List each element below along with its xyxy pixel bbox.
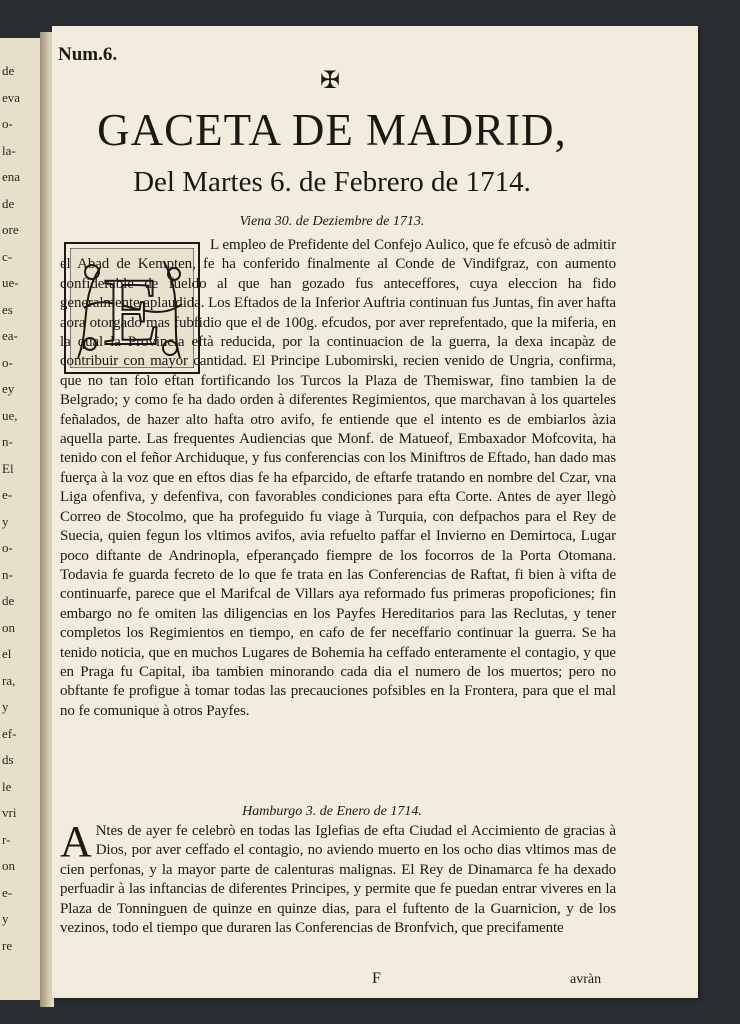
left-page-fragment: ore [2,222,19,237]
left-page-fragment: el [2,646,12,661]
left-page-fragment: ef- [2,725,17,741]
left-page-fragment: on [2,619,15,635]
article-hamburg-text: Ntes de ayer fe celebrò en todas las Iglefias de efta Ciudad el Accimiento de gracias à Dios, por aver ceffado el contagio, no aviendo muerto en los ocho dias vltimos mas de cien perfonas, y la mayor parte de calenturas malignas. El Rey de Dinamarca fe ha dexado perfuadir à las inftancias de diferentes Principes, y permite que fe puedan entrar viveres en la Plaza de Tonninguen de quinze en quinze dias, para el fuftento de la Guarnicion, y de los vezinos, todo el tiempo que duraren las Conferencias de Bronfvich, que precifamente [60,823,616,937]
dateline-hamburg: Hamburgo 3. de Enero de 1714. [242,804,422,819]
left-page-fragment: o- [2,540,13,555]
left-page-fragment: n- [2,434,13,449]
left-page-fragment: ena [2,169,21,184]
left-page-fragment: ds [2,752,14,767]
left-page-fragment: de [2,593,15,608]
left-page-fragment: El [2,460,14,476]
left-page-fragment: de [2,195,15,211]
left-page-fragment: e- [2,487,13,502]
left-page-fragment: y [2,513,9,529]
left-page-fragment: y [2,699,9,714]
issue-number: Num.6. [58,44,118,65]
initial-letter: E [102,258,162,365]
left-page-fragment: de [2,63,15,78]
signature-mark: F [372,970,381,987]
newspaper-page [52,26,698,998]
dateline-vienna: Viena 30. de Deziembre de 1713. [239,214,425,229]
article-hamburg [60,817,616,938]
left-page-fragment: c- [2,248,13,264]
left-page-fragment: es [2,301,13,317]
left-page-fragment: o- [2,354,13,370]
left-page-fragment: ue- [2,275,19,290]
left-page-fragment: n- [2,566,13,582]
left-page-fragment: ue, [2,407,18,423]
left-page-fragment: ey [2,381,15,396]
left-page-edge [0,38,42,1000]
left-page-fragment: eva [2,89,21,105]
left-page-fragment: e- [2,884,13,900]
catchword: avràn [570,972,602,987]
article-vienna-text: L empleo de Prefidente del Confejo Aulico, que fe efcusò de admitir el Abad de Kempten, fe ha conferido finalmente al Conde de Vindifgraz, con aumento confiderable de fueldo al que han gozado fus anteceffores, cuya eleccion ha fido generalmente aplaudida. Los Eftados de la Inferior Auftria continuan fus Juntas, fin aver hafta aora otorgado mas fubfidio que el de 100g. efcudos, por aver reprefentado, que la miferia, en la qual la Provincia eftà reducida, por la continuacion de la guerra, la dexa incapàz de contribuir con mayor cantidad. El Principe Lubomirski, recien venido de Ungria, confirma, que no tan folo eftan fortificando los Turcos la Plaza de Themiswar, fino tambien la de Belgrado; y como fe ha dado orden à diferentes Regimientos, que marchavan à los quarteles feñalados, de hazer alto hafta otro avifo, fe entiende que el intento es de embiarlos àzia aquella parte. Las frequentes Audiencias que Monf. de Matueof, Embaxador Mofcovita, ha tenido con el feñor Archiduque, y fus conferencias con los Miniftros de Eftado, han dado mas fuerça à la voz que en eftos dias fe ha efparcido, de eftarfe tratando en nombre del Czar, vna Liga ofenfiva, y defenfiva, con favorables condiciones para efta Corte. Antes de ayer llegò Correo de Stocolmo, que ha profeguido fu viage à Turquia, con defpachos para el Rey de Suecia, quien fegun los vltimos avifos, avia refuelto paffar el Invierno en Demirtoca, Lugar poco diftante de Andrinopla, efperançado fiempre de los focorros de la Porta Otomana. Todavia fe guarda fecreto de lo que fe trata en las Conferencias de Raftat, fi bien à vifta de continuarfe, parece que el Marifcal de Villars aya reformado fus primeras propoficiones; fin embargo no fe omiten las diligencias en los Payfes Hereditarios para las Reclutas, y tener completos los Regimientos en tiempo, en cafo de fer neceffario continuar la guerra. Se ha tenido noticia, que en muchos Lugares de Bohemia ha ceffado enteramente el contagio, y que en Praga fu Capital, iba tambien minorando cada dia el numero de los muertos; pero no obftante fe profigue à tomar todas las precauciones pofsibles en la Frontera, para que el mal no fe comunique à otros Payfes. [60,237,616,719]
initial-letter-a: A [60,817,92,866]
left-page-fragment: ea- [2,328,18,343]
left-page-fragment: ra, [2,672,16,688]
issue-date: Del Martes 6. de Febrero de 1714. [133,166,531,198]
left-page-fragment: o- [2,116,13,131]
left-page-fragment: vri [2,805,17,820]
left-page-fragment: y [2,911,9,926]
left-page-fragment: le [2,778,12,794]
left-page-fragment: la- [2,142,16,158]
left-page-fragment: r- [2,831,11,847]
left-page-fragment: on [2,858,15,873]
masthead-title: GACETA DE MADRID, [97,105,567,155]
cross-ornament: ✠ [320,68,341,94]
left-page-fragment: re [2,937,13,953]
